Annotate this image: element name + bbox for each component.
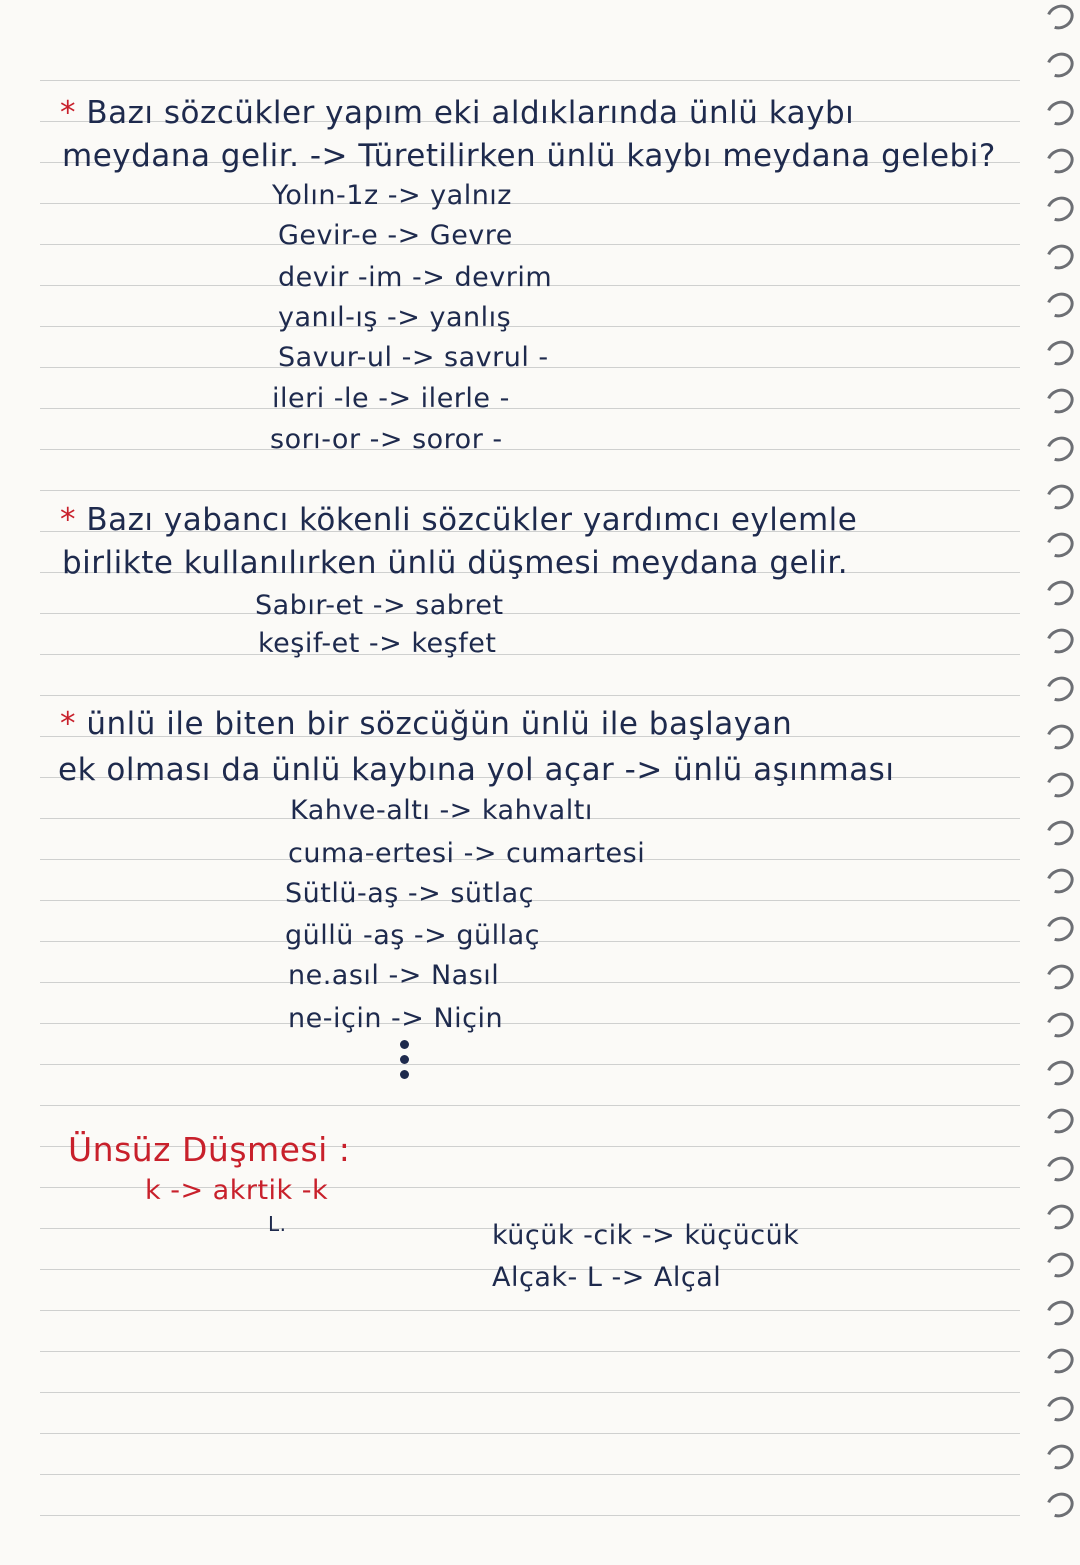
ruled-line bbox=[40, 1310, 1020, 1311]
section3-example-3: güllü -aş -> güllaç bbox=[285, 920, 540, 951]
ruled-line bbox=[40, 80, 1020, 81]
ellipsis-dots bbox=[400, 1040, 410, 1085]
asterisk-icon: * bbox=[60, 95, 76, 131]
section1-example-4: Savur-ul -> savrul - bbox=[278, 342, 549, 373]
ruled-line bbox=[40, 244, 1020, 245]
section4-line1-sub: L. bbox=[268, 1212, 287, 1236]
section3-example-1: cuma-ertesi -> cumartesi bbox=[288, 838, 646, 869]
spiral-ring-icon bbox=[1042, 144, 1078, 178]
ruled-line bbox=[40, 203, 1020, 204]
spiral-ring-icon bbox=[1042, 1488, 1078, 1522]
spiral-ring-icon bbox=[1042, 240, 1078, 274]
ruled-line bbox=[40, 1105, 1020, 1106]
spiral-ring-icon bbox=[1042, 864, 1078, 898]
spiral-ring-icon bbox=[1042, 384, 1078, 418]
dot-icon bbox=[400, 1040, 409, 1049]
section3-line1 bbox=[60, 706, 792, 742]
section2-example-1: keşif-et -> keşfet bbox=[258, 628, 497, 659]
spiral-ring-icon bbox=[1042, 336, 1078, 370]
ruled-line bbox=[40, 695, 1020, 696]
section3-example-4: ne.asıl -> Nasıl bbox=[288, 960, 500, 991]
ruled-line bbox=[40, 1351, 1020, 1352]
ruled-line bbox=[40, 326, 1020, 327]
spiral-ring-icon bbox=[1042, 48, 1078, 82]
spiral-ring-icon bbox=[1042, 1296, 1078, 1330]
section3-example-2: Sütlü-aş -> sütlaç bbox=[285, 878, 534, 909]
dot-icon bbox=[400, 1055, 409, 1064]
spiral-ring-icon bbox=[1042, 1200, 1078, 1234]
section1-line1-text: Bazı sözcükler yapım eki aldıklarında ünlü kaybı bbox=[86, 95, 855, 131]
section3-example-0: Kahve-altı -> kahvaltı bbox=[290, 795, 593, 826]
section1-example-0: Yolın-1z -> yalnız bbox=[272, 180, 512, 211]
ruled-line bbox=[40, 1023, 1020, 1024]
ruled-line bbox=[40, 613, 1020, 614]
ruled-line bbox=[40, 1515, 1020, 1516]
ruled-line bbox=[40, 1474, 1020, 1475]
spiral-ring-icon bbox=[1042, 1248, 1078, 1282]
section1-line1 bbox=[60, 95, 854, 131]
section2-example-0: Sabır-et -> sabret bbox=[255, 590, 504, 621]
spiral-ring-icon bbox=[1042, 0, 1078, 34]
section4-example-0: küçük -cik -> küçücük bbox=[492, 1220, 800, 1251]
ruled-line bbox=[40, 449, 1020, 450]
section1-example-3: yanıl-ış -> yanlış bbox=[278, 302, 512, 333]
spiral-ring-icon bbox=[1042, 432, 1078, 466]
spiral-ring-icon bbox=[1042, 528, 1078, 562]
section1-example-6: sorı-or -> soror - bbox=[270, 424, 503, 455]
ruled-line bbox=[40, 1433, 1020, 1434]
section1-example-2: devir -im -> devrim bbox=[278, 262, 553, 293]
section2-line1 bbox=[60, 502, 857, 538]
asterisk-icon: * bbox=[60, 502, 76, 538]
spiral-ring-icon bbox=[1042, 1344, 1078, 1378]
section2-line1-text: Bazı yabancı kökenli sözcükler yardımcı eylemle bbox=[86, 502, 858, 538]
section4-example-1: Alçak- L -> Alçal bbox=[492, 1262, 722, 1293]
section4-line1: k -> akrtik -k bbox=[145, 1175, 329, 1206]
spiral-ring-icon bbox=[1042, 576, 1078, 610]
dot-icon bbox=[400, 1070, 409, 1079]
ruled-line bbox=[40, 1392, 1020, 1393]
section4-title: Ünsüz Düşmesi : bbox=[68, 1130, 351, 1169]
section1-example-1: Gevir-e -> Gevre bbox=[278, 220, 513, 251]
spiral-ring-icon bbox=[1042, 1152, 1078, 1186]
section3-line1-text: ünlü ile biten bir sözcüğün ünlü ile başlayan bbox=[86, 706, 793, 742]
spiral-ring-icon bbox=[1042, 960, 1078, 994]
spiral-ring-icon bbox=[1042, 1392, 1078, 1426]
section1-line2: meydana gelir. -> Türetilirken ünlü kaybı meydana gelebi? bbox=[62, 138, 996, 174]
ruled-line bbox=[40, 490, 1020, 491]
spiral-ring-icon bbox=[1042, 96, 1078, 130]
spiral-ring-icon bbox=[1042, 1056, 1078, 1090]
spiral-ring-icon bbox=[1042, 912, 1078, 946]
spiral-ring-icon bbox=[1042, 768, 1078, 802]
spiral-ring-icon bbox=[1042, 1440, 1078, 1474]
ruled-line bbox=[40, 654, 1020, 655]
spiral-ring-icon bbox=[1042, 480, 1078, 514]
section1-example-5: ileri -le -> ilerle - bbox=[272, 383, 510, 414]
spiral-ring-icon bbox=[1042, 624, 1078, 658]
spiral-ring-icon bbox=[1042, 720, 1078, 754]
spiral-ring-icon bbox=[1042, 1104, 1078, 1138]
section2-line2: birlikte kullanılırken ünlü düşmesi meydana gelir. bbox=[62, 545, 849, 581]
section3-example-5: ne-için -> Niçin bbox=[288, 1003, 504, 1034]
asterisk-icon: * bbox=[60, 706, 76, 742]
spiral-ring-icon bbox=[1042, 288, 1078, 322]
spiral-ring-icon bbox=[1042, 192, 1078, 226]
spiral-ring-icon bbox=[1042, 672, 1078, 706]
spiral-ring-icon bbox=[1042, 1008, 1078, 1042]
ruled-line bbox=[40, 982, 1020, 983]
section3-line2: ek olması da ünlü kaybına yol açar -> ünlü aşınması bbox=[58, 752, 895, 788]
ruled-line bbox=[40, 408, 1020, 409]
ruled-line bbox=[40, 1064, 1020, 1065]
spiral-ring-icon bbox=[1042, 816, 1078, 850]
